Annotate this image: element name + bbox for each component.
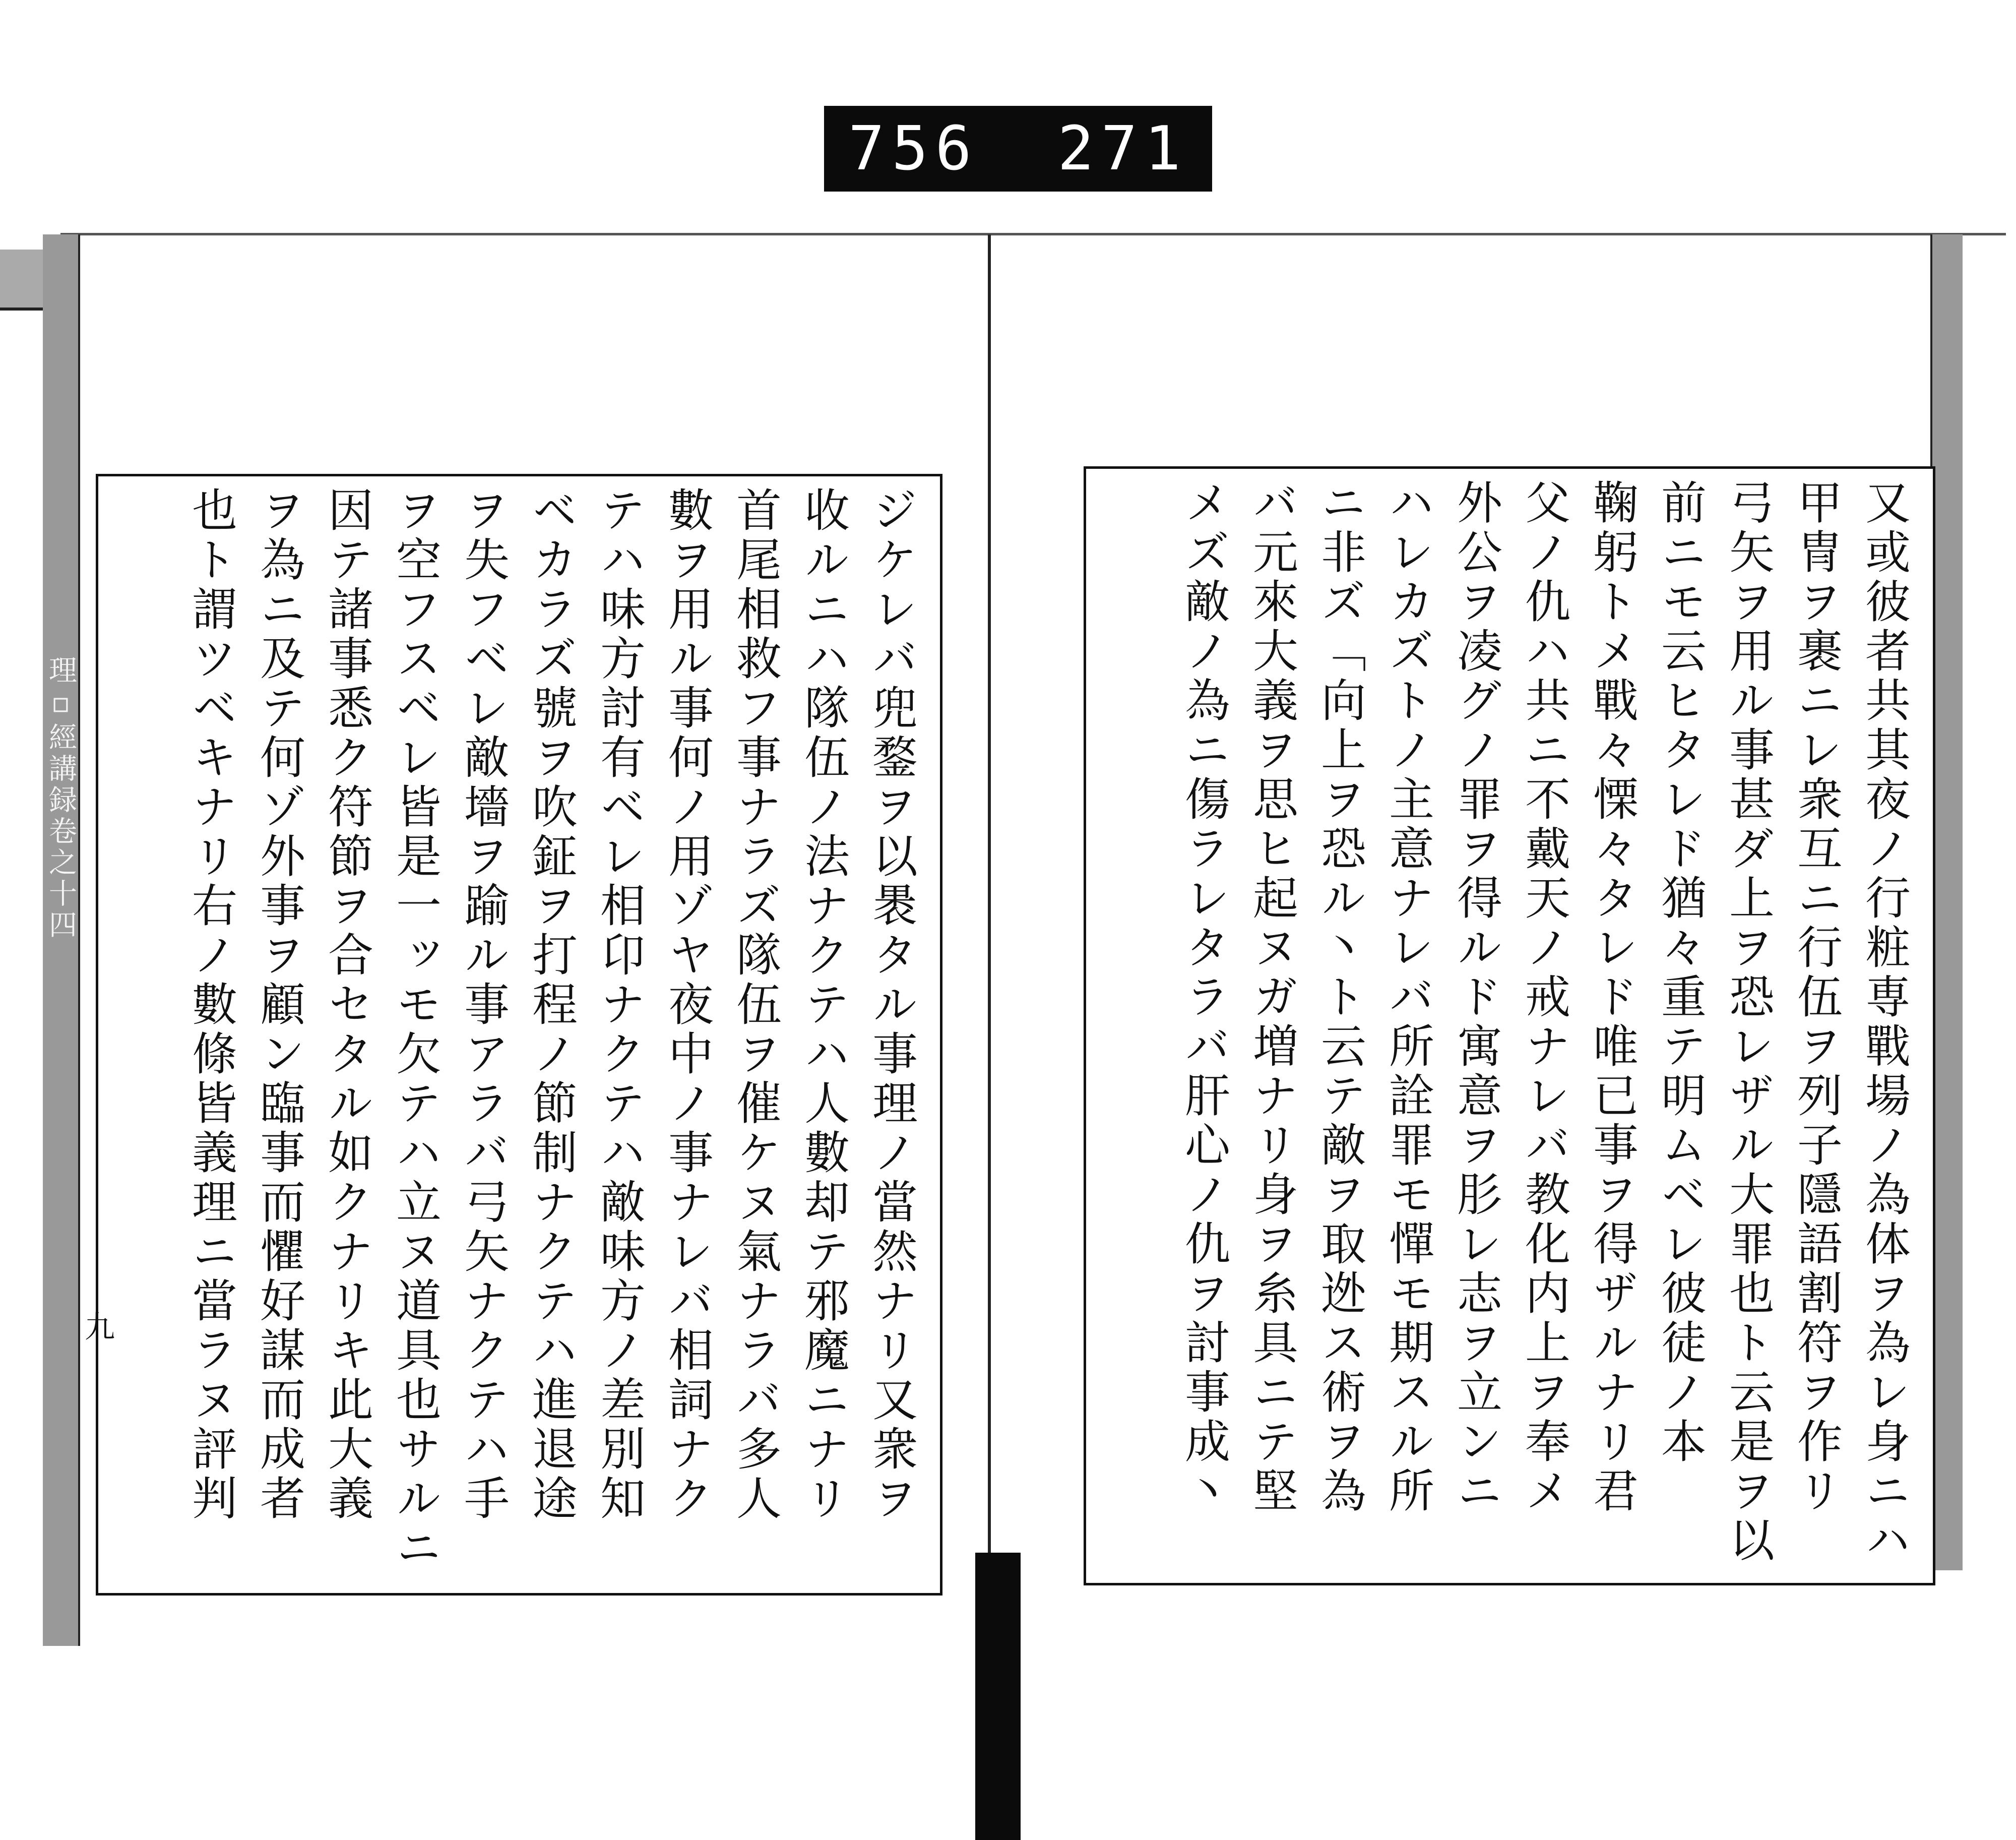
gutter-shadow [975, 1553, 1021, 1840]
text-column: ヲ失フベレ敵墻ヲ踰ル事アラバ弓矢ナクテハ手 [456, 486, 509, 1524]
text-column: ジケレバ兜鍪ヲ以褁タル事理ノ當然ナリ又衆ヲ [864, 486, 917, 1524]
text-column: 外公ヲ凌グノ罪ヲ得ルド寓意ヲ肜レ志ヲ立ンニ [1449, 479, 1502, 1516]
left-edge-tab [0, 250, 45, 311]
text-column: 前ニモ云ヒタレド猶々重テ明ムベレ彼徒ノ本 [1653, 479, 1706, 1467]
text-column: 弓矢ヲ用ル事甚ダ上ヲ恐レザル大罪也ト云是ヲ以 [1721, 479, 1774, 1566]
catalog-number-label [824, 106, 1212, 192]
folio-number: 九 [80, 1311, 115, 1341]
text-column: 數ヲ用ル事何ノ用ゾヤ夜中ノ事ナレバ相詞ナク [660, 486, 713, 1524]
text-column: メズ敵ノ為ニ傷ラレタラバ肝心ノ仇ヲ討事成丶 [1177, 479, 1230, 1516]
right-page-text [1101, 479, 1918, 1573]
text-column: ヲ空フスベレ皆是一ッモ欠テハ立ヌ道具也サルニ [388, 486, 441, 1573]
catalog-right-number: 271 [1057, 113, 1188, 184]
text-column: 父ノ仇ハ共ニ不戴天ノ戒ナレバ教化内上ヲ奉メ [1517, 479, 1570, 1516]
top-fold-line [60, 233, 2006, 235]
text-column: 鞠躬トメ戰々慄々タレド唯已事ヲ得ザルナリ君 [1585, 479, 1638, 1516]
right-page [1084, 466, 1935, 1585]
text-column: 也ト謂ツベキナリ右ノ數條皆義理ニ當ラヌ評判 [184, 486, 237, 1524]
text-column: テハ味方討有ベレ相卬ナクテハ敵味方ノ差別知 [592, 486, 645, 1524]
spine-title: 理▫經講録卷之十四 [44, 655, 77, 941]
text-column: 又或彼者共其夜ノ行粧専戰場ノ為体ヲ為レ身ニハ [1857, 479, 1910, 1566]
catalog-left-number: 756 [848, 113, 979, 184]
text-column: 甲冑ヲ裹ニレ衆互ニ行伍ヲ列子隱語割符ヲ作リ [1789, 479, 1842, 1516]
text-column: ハレカズトノ主意ナレバ所詮罪モ憚モ期スル所 [1381, 479, 1434, 1516]
text-column: ニ非ズ「向上ヲ恐ル丶ト云テ敵ヲ取迯ス術ヲ為 [1313, 479, 1366, 1516]
left-page-text [113, 486, 925, 1583]
left-page [96, 474, 942, 1596]
text-column: 首尾相救フ事ナラズ隊伍ヲ催ケヌ氣ナラバ多人 [728, 486, 781, 1524]
text-column: ベカラズ號ヲ吹鉦ヲ打程ノ節制ナクテハ進退途 [524, 486, 577, 1524]
text-column: バ元來大義ヲ思ヒ起ヌガ増ナリ身ヲ糸具ニテ堅 [1245, 479, 1298, 1516]
text-column: ヲ為ニ及テ何ゾ外事ヲ顧ン臨事而懼好謀而成者 [252, 486, 305, 1524]
text-column: 因テ諸事悉ク符節ヲ合セタル如クナリキ此大義 [320, 486, 373, 1524]
text-column: 收ルニハ隊伍ノ法ナクテハ人數却テ邪魔ニナリ [796, 486, 849, 1524]
